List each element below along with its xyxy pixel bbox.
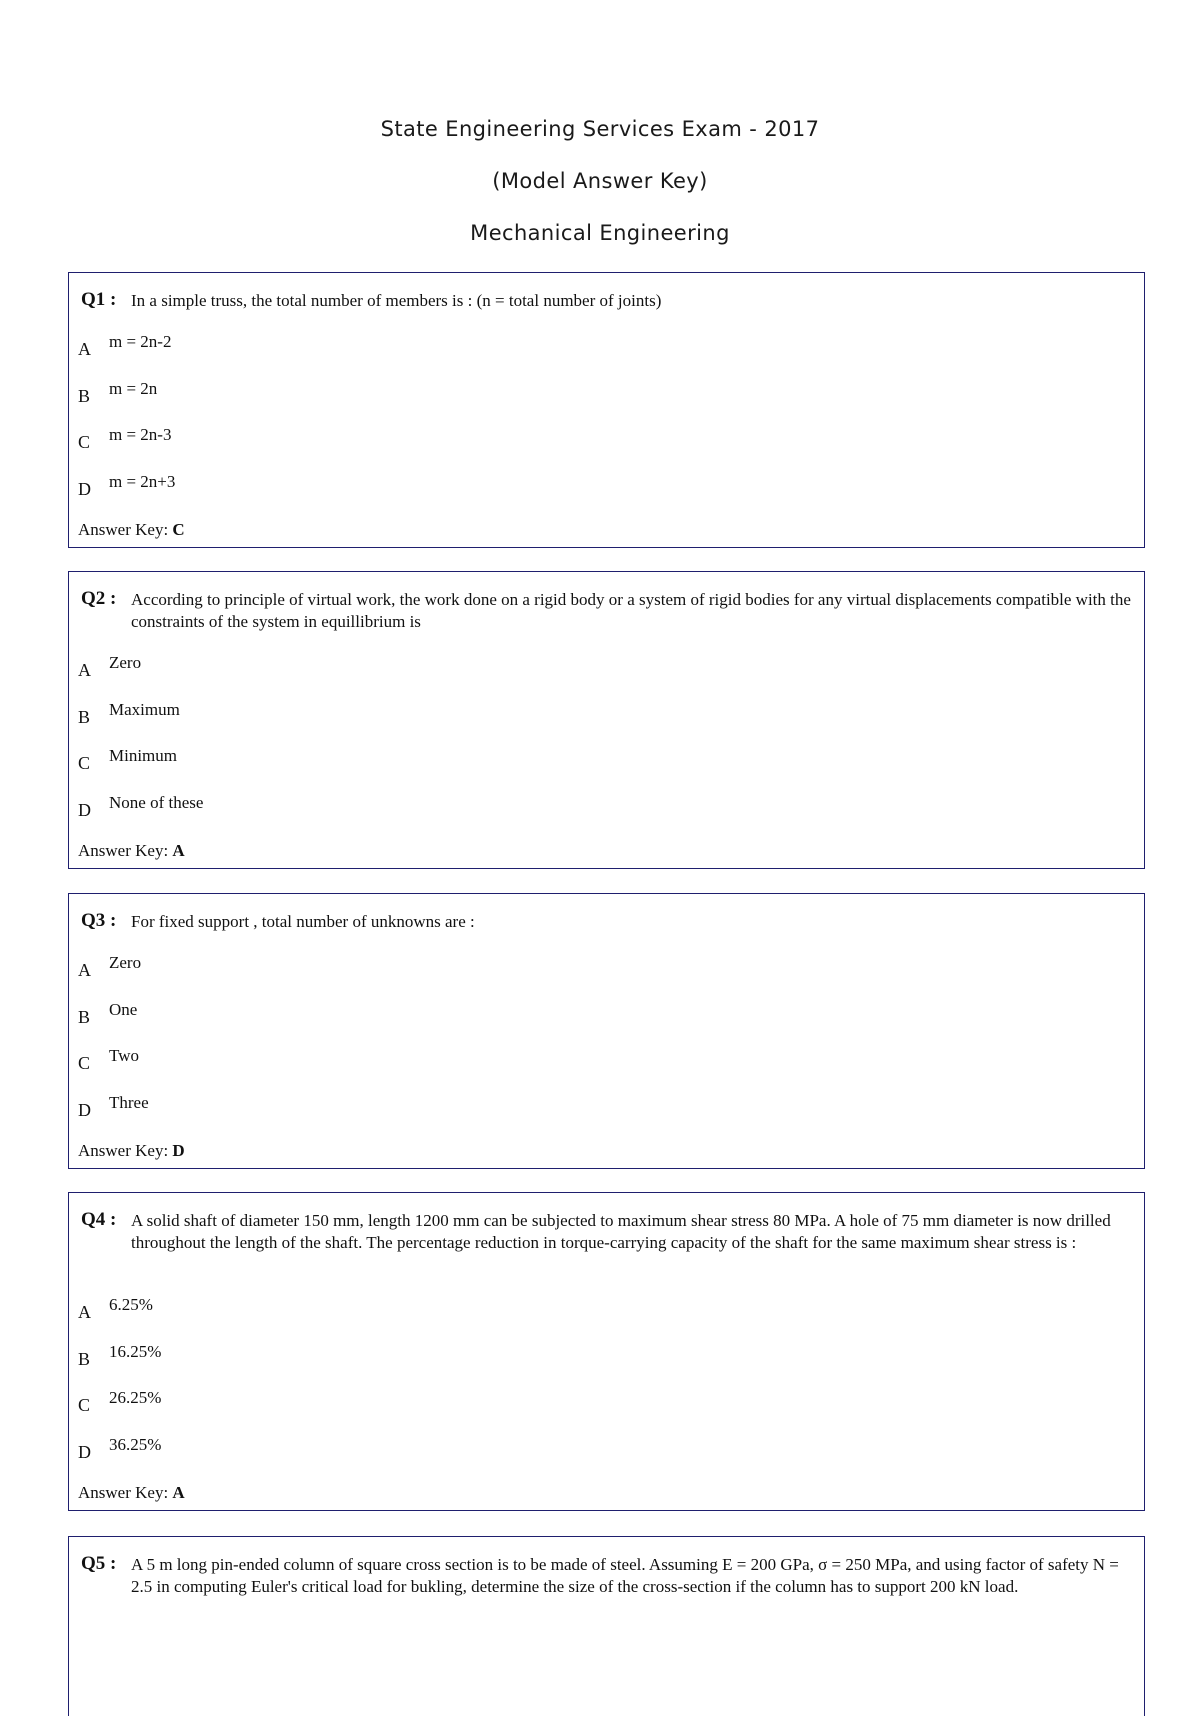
question-number: Q2 : bbox=[81, 588, 117, 609]
option-text: 26.25% bbox=[109, 1388, 162, 1407]
answer-key-value: C bbox=[172, 520, 185, 539]
option-text: Zero bbox=[109, 953, 142, 972]
option-text: m = 2n-2 bbox=[109, 332, 172, 351]
question-number: Q1 : bbox=[81, 289, 117, 310]
option-text: Two bbox=[109, 1046, 139, 1065]
option-text: Three bbox=[109, 1093, 149, 1112]
option-text: One bbox=[109, 1000, 138, 1019]
option-letter: D bbox=[78, 1100, 91, 1120]
answer-key-label: Answer Key: bbox=[78, 520, 169, 539]
answer-key bbox=[78, 520, 185, 540]
option-text: Maximum bbox=[109, 700, 180, 719]
question-text: According to principle of virtual work, the work done on a rigid body or a system of rigid bodies for any virtual displacements compatible with the constraints of the system in equillibrium is bbox=[131, 590, 1131, 631]
question-text: In a simple truss, the total number of members is : (n = total number of joints) bbox=[131, 291, 662, 310]
option-letter: B bbox=[78, 1349, 91, 1369]
option-text: 16.25% bbox=[109, 1342, 162, 1361]
option-text: m = 2n-3 bbox=[109, 425, 172, 444]
answer-key bbox=[78, 1483, 185, 1503]
option-letter: A bbox=[78, 660, 91, 680]
question-card bbox=[68, 1192, 1145, 1511]
option-letter: A bbox=[78, 960, 91, 980]
answer-key bbox=[78, 841, 185, 861]
option-letter: D bbox=[78, 800, 91, 820]
option-text: None of these bbox=[109, 793, 204, 812]
question-text: For fixed support , total number of unknowns are : bbox=[131, 912, 475, 931]
option-text: Zero bbox=[109, 653, 142, 672]
option-letter: B bbox=[78, 707, 91, 727]
option-letter: C bbox=[78, 432, 91, 452]
option-letter: A bbox=[78, 1302, 91, 1322]
subject-title: Mechanical Engineering bbox=[470, 221, 730, 245]
option-letter: C bbox=[78, 753, 91, 773]
option-letter: D bbox=[78, 479, 91, 499]
option-letter: B bbox=[78, 386, 91, 406]
option-text: 36.25% bbox=[109, 1435, 162, 1454]
document-subtitle: (Model Answer Key) bbox=[492, 169, 708, 193]
question-card bbox=[68, 1536, 1145, 1716]
question-card bbox=[68, 893, 1145, 1169]
answer-key-label: Answer Key: bbox=[78, 1483, 169, 1502]
question-number: Q5 : bbox=[81, 1553, 117, 1574]
option-text: 6.25% bbox=[109, 1295, 153, 1314]
question-text: A solid shaft of diameter 150 mm, length 1200 mm can be subjected to maximum shear stress 80 MPa. A hole of 75 mm diameter is now drilled throughout the length of the shaft. The percentage reduction in torque-carrying capacity of the shaft for the same maximum shear stress is : bbox=[131, 1211, 1111, 1252]
option-letter: B bbox=[78, 1007, 91, 1027]
question-text: A 5 m long pin-ended column of square cross section is to be made of steel. Assuming E = 200 GPa, σ = 250 MPa, and using factor of safety N = 2.5 in computing Euler's critical load for bukling, determine the size of the cross-section if the column has to support 200 kN load. bbox=[131, 1555, 1119, 1596]
question-card bbox=[68, 571, 1145, 869]
option-text: m = 2n+3 bbox=[109, 472, 176, 491]
answer-key-value: A bbox=[172, 841, 185, 860]
option-letter: C bbox=[78, 1395, 91, 1415]
question-number: Q4 : bbox=[81, 1209, 117, 1230]
exam-title: State Engineering Services Exam - 2017 bbox=[380, 117, 820, 141]
option-text: Minimum bbox=[109, 746, 178, 765]
answer-key-value: D bbox=[172, 1141, 185, 1160]
question-number: Q3 : bbox=[81, 910, 117, 931]
question-card bbox=[68, 272, 1145, 548]
option-letter: C bbox=[78, 1053, 91, 1073]
answer-key-value: A bbox=[172, 1483, 185, 1502]
option-text: m = 2n bbox=[109, 379, 158, 398]
answer-key-label: Answer Key: bbox=[78, 841, 169, 860]
answer-key bbox=[78, 1141, 185, 1161]
answer-key-label: Answer Key: bbox=[78, 1141, 169, 1160]
option-letter: A bbox=[78, 339, 91, 359]
option-letter: D bbox=[78, 1442, 91, 1462]
